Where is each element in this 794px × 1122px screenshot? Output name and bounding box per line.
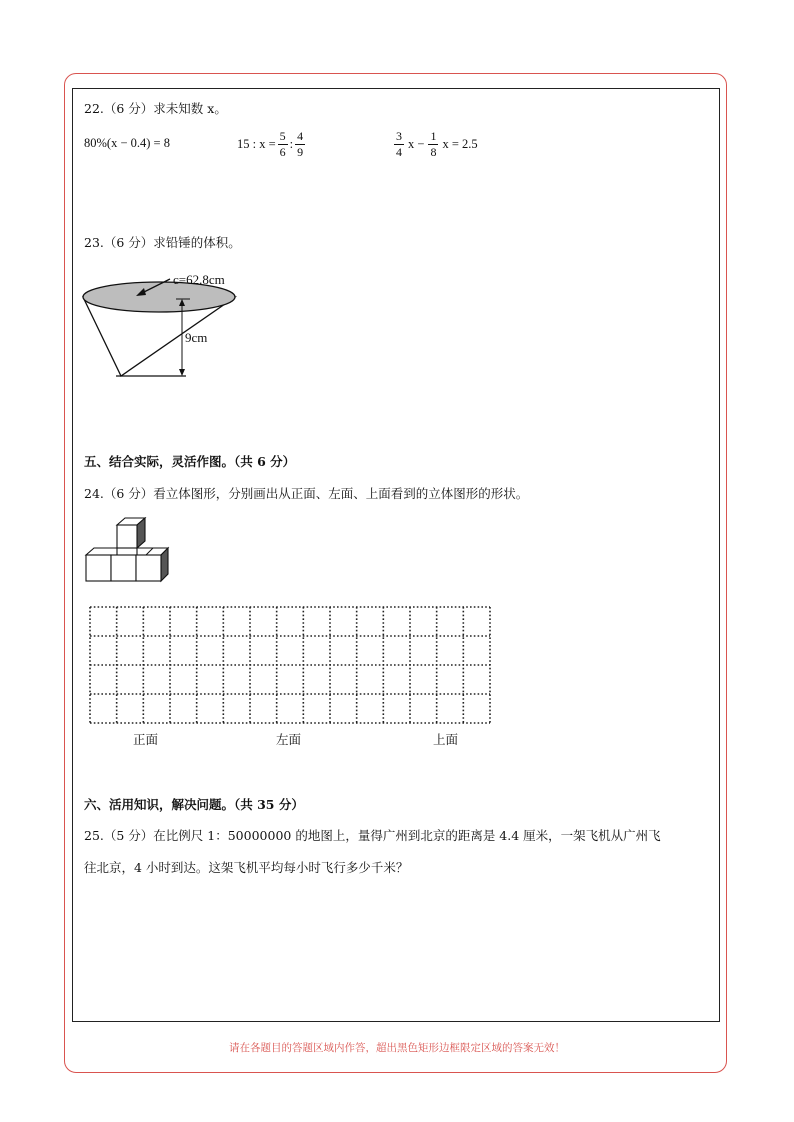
section-5-heading: 五、结合实际，灵活作图。（共 6 分） (84, 454, 296, 469)
q24-title: 24.（6 分）看立体图形，分别画出从正面、左面、上面看到的立体图形的形状。 (84, 486, 529, 501)
footer-notice: 请在各题目的答题区域内作答，超出黑色矩形边框限定区域的答案无效！ (229, 1042, 565, 1054)
section-6-heading: 六、活用知识，解决问题。（共 35 分） (84, 797, 304, 812)
q23-title: 23.（6 分）求铅锤的体积。 (84, 235, 241, 250)
eq3-f1-denominator: 4 (396, 144, 402, 159)
circumference-label: c=62.8cm (173, 272, 225, 287)
top-cube-front (117, 525, 137, 548)
eq3-suffix: x = 2.5 (442, 136, 478, 151)
front-cube-1 (86, 555, 111, 581)
front-cube-2 (111, 555, 136, 581)
eq2-separator: : (289, 136, 294, 151)
cube-stack-figure (83, 517, 173, 583)
q25-line-2: 往北京，4 小时到达。这架飞机平均每小时飞行多少千米？ (84, 860, 409, 875)
height-arrow-down (179, 369, 185, 376)
eq3-fraction-2 (428, 130, 438, 158)
eq2-fraction-1 (278, 130, 288, 158)
eq3-f1-numerator: 3 (396, 129, 402, 143)
eq3-middle: x − (408, 136, 425, 151)
view-label-left: 左面 (276, 732, 302, 747)
eq2-f1-numerator: 5 (279, 129, 286, 143)
eq3-fraction-1 (394, 130, 404, 158)
bottom-left-top (86, 548, 117, 555)
drawing-grid[interactable] (88, 605, 494, 727)
eq3-f2-denominator: 8 (430, 144, 437, 159)
q22-equation-3 (392, 130, 478, 158)
q22-title: 22.（6 分）求未知数 x。 (84, 101, 227, 116)
eq3-f2-numerator: 1 (430, 129, 437, 143)
view-label-front: 正面 (133, 732, 159, 747)
height-label: 9cm (185, 330, 208, 345)
eq2-f1-denominator: 6 (279, 144, 286, 159)
q25-line-1: 25.（5 分）在比例尺 1：50000000 的地图上，量得广州到北京的距离是 4.4 厘米，一架飞机从广州飞 (84, 828, 661, 843)
eq2-prefix: 15 : x = (237, 136, 276, 151)
eq2-fraction-2 (295, 130, 305, 158)
eq2-f2-denominator: 9 (297, 144, 304, 159)
front-cube-3 (136, 555, 161, 581)
q22-equation-2 (237, 130, 307, 158)
q22-equation-1: 80%(x − 0.4) = 8 (84, 136, 170, 150)
eq2-f2-numerator: 4 (297, 129, 304, 143)
view-label-top: 上面 (433, 732, 459, 747)
